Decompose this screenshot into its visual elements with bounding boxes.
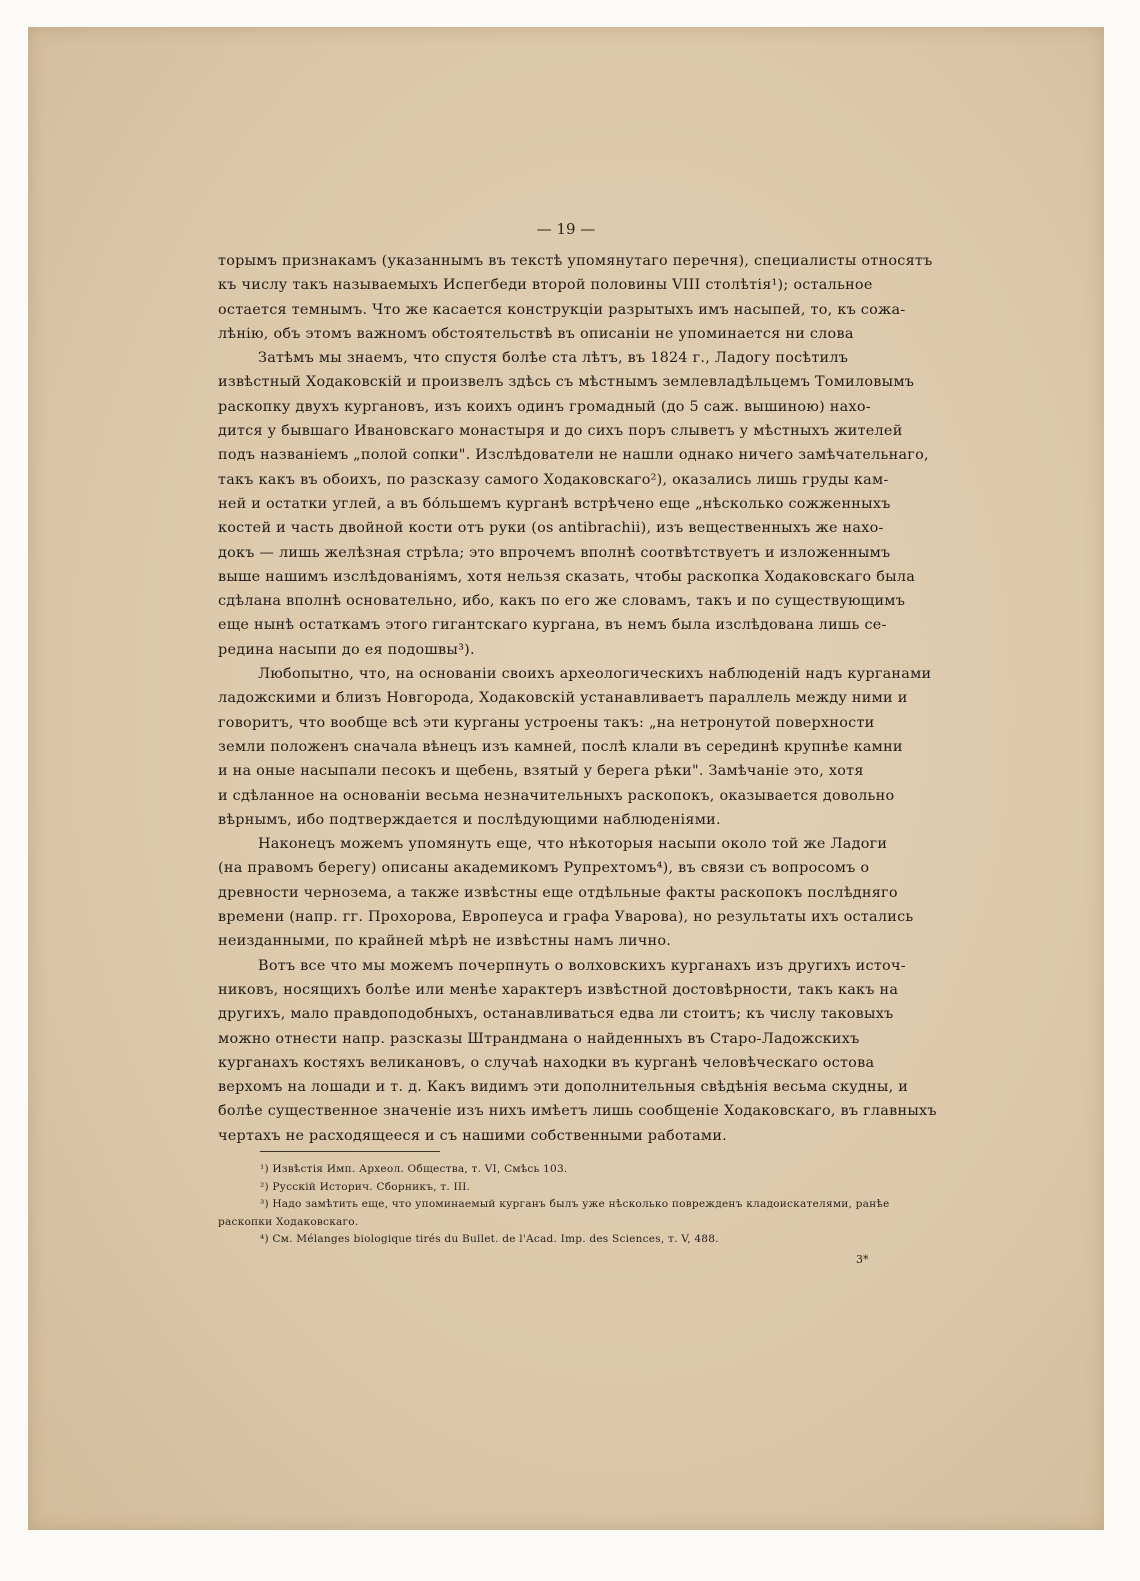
text-line: Любопытно, что, на основаніи своихъ археологическихъ наблюденій надъ курганами (258, 666, 932, 683)
text-line: вѣрнымъ, ибо подтверждается и послѣдующими наблюденіями. (218, 811, 721, 828)
text-line: къ числу такъ называемыхъ Испегбеди второй половины VIII столѣтія¹); остальное (218, 277, 873, 294)
text-line: такъ какъ въ обоихъ, по разсказу самого Ходаковскаго²), оказались лишь груды кам- (218, 471, 889, 488)
page-number: — 19 — (536, 220, 596, 238)
text-line: торымъ признакамъ (указаннымъ въ текстѣ упомянутаго перечня), специалисты относятъ (218, 253, 933, 269)
text-line: времени (напр. гг. Прохорова, Европеуса и графа Уварова), но результаты ихъ остались (218, 909, 914, 926)
text-line: докъ — лишь желѣзная стрѣла; это впрочемъ вполнѣ соотвѣтствуетъ и изложеннымъ (218, 544, 891, 561)
text-line: земли положенъ сначала вѣнецъ изъ камней, послѣ клали въ серединѣ крупнѣе камни (218, 738, 903, 755)
footnote: ¹) Извѣстія Имп. Археол. Общества, т. VI, Смѣсь 103. (260, 1163, 568, 1175)
text-line: сдѣлана вполнѣ основательно, ибо, какъ по его же словамъ, такъ и по существующимъ (218, 593, 906, 610)
footnote: ²) Русскій Историч. Сборникъ, т. III. (260, 1180, 471, 1193)
text-line: древности чернозема, а также извѣстны еще отдѣльные факты раскопокъ послѣдняго (218, 884, 898, 901)
text-line: Затѣмъ мы знаемъ, что спустя болѣе ста лѣтъ, въ 1824 г., Ладогу посѣтилъ (258, 350, 849, 367)
text-line: курганахъ костяхъ великановъ, о случаѣ находки въ курганѣ человѣческаго остова (218, 1054, 875, 1071)
text-line: ладожскими и близъ Новгорода, Ходаковскій устанавливаетъ параллель между ними и (218, 690, 908, 707)
text-line: остается темнымъ. Что же касается конструкціи разрытыхъ имъ насыпей, то, къ сожа- (218, 301, 906, 318)
text-line: чертахъ не расходящееся и съ нашими собственными работами. (218, 1127, 728, 1144)
text-line: никовъ, носящихъ болѣе или менѣе характеръ извѣстной достовѣрности, такъ какъ на (218, 981, 899, 998)
footnote: ⁴) См. Mélanges biologique tirés du Bullet. de l'Acad. Imp. des Sciences, т. V, 488. (260, 1233, 719, 1245)
text-line: извѣстный Ходаковскій и произвелъ здѣсь съ мѣстнымъ землевладѣльцемъ Томиловымъ (218, 374, 915, 391)
footnotes (218, 1161, 918, 1249)
text-line: другихъ, мало правдоподобныхъ, останавливаться едва ли стоитъ; къ числу таковыхъ (218, 1006, 894, 1023)
signature-mark: 3* (856, 1253, 869, 1266)
text-line: костей и часть двойной кости отъ руки (os antibrachii), изъ вещественныхъ же нахо- (218, 520, 884, 537)
text-line: еще нынѣ остаткамъ этого гигантскаго кургана, въ немъ была изслѣдована лишь се- (218, 617, 887, 634)
text-line: редина насыпи до ея подошвы³). (218, 641, 475, 658)
text-line: дится у бывшаго Ивановскаго монастыря и до сихъ поръ слыветъ у мѣстныхъ жителей (218, 423, 903, 440)
text-line: Вотъ все что мы можемъ почерпнуть о волховскихъ курганахъ изъ другихъ источ- (258, 957, 906, 974)
text-line: Наконецъ можемъ упомянуть еще, что нѣкоторыя насыпи около той же Ладоги (258, 836, 888, 853)
text-line: верхомъ на лошади и т. д. Какъ видимъ эти дополнительныя свѣдѣнія весьма скудны, и (218, 1079, 909, 1096)
footnote-continuation: раскопки Ходаковскаго. (218, 1215, 359, 1228)
footnote-divider (260, 1151, 440, 1152)
text-line: раскопку двухъ кургановъ, изъ коихъ одинъ громадный (до 5 саж. вышиною) нахо- (218, 398, 871, 415)
footnote: ³) Надо замѣтить еще, что упоминаемый курганъ былъ уже нѣсколько поврежденъ кладоискателями, ранѣе (260, 1198, 890, 1210)
text-line: и на оные насыпали песокъ и щебень, взятый у берега рѣки". Замѣчаніе это, хотя (218, 763, 864, 780)
text-line: и сдѣланное на основаніи весьма незначительныхъ раскопокъ, оказывается довольно (218, 787, 895, 804)
text-line: говоритъ, что вообще всѣ эти курганы устроены такъ: „на нетронутой поверхности (218, 714, 875, 731)
text-line: неизданными, по крайней мѣрѣ не извѣстны намъ лично. (218, 933, 672, 950)
text-line: можно отнести напр. разсказы Штрандмана о найденныхъ въ Старо-Ладожскихъ (218, 1030, 860, 1047)
text-line: подъ названіемъ „полой сопки". Изслѣдователи не нашли однако ничего замѣчательнаго, (218, 447, 929, 464)
main-text (218, 249, 937, 1148)
text-line: болѣе существенное значеніе изъ нихъ имѣетъ лишь сообщеніе Ходаковскаго, въ главныхъ (218, 1103, 937, 1120)
text-line: ней и остатки углей, а въ бо́льшемъ курганѣ встрѣчено еще „нѣсколько сожженныхъ (218, 495, 891, 512)
text-line: выше нашимъ изслѣдованіямъ, хотя нельзя сказать, чтобы раскопка Ходаковскаго была (218, 568, 916, 585)
text-line: лѣнію, объ этомъ важномъ обстоятельствѣ въ описаніи не упоминается ни слова (218, 325, 854, 342)
scanned-page (28, 27, 1104, 1530)
text-line: (на правомъ берегу) описаны академикомъ Рупрехтомъ⁴), въ связи съ вопросомъ о (218, 860, 870, 877)
